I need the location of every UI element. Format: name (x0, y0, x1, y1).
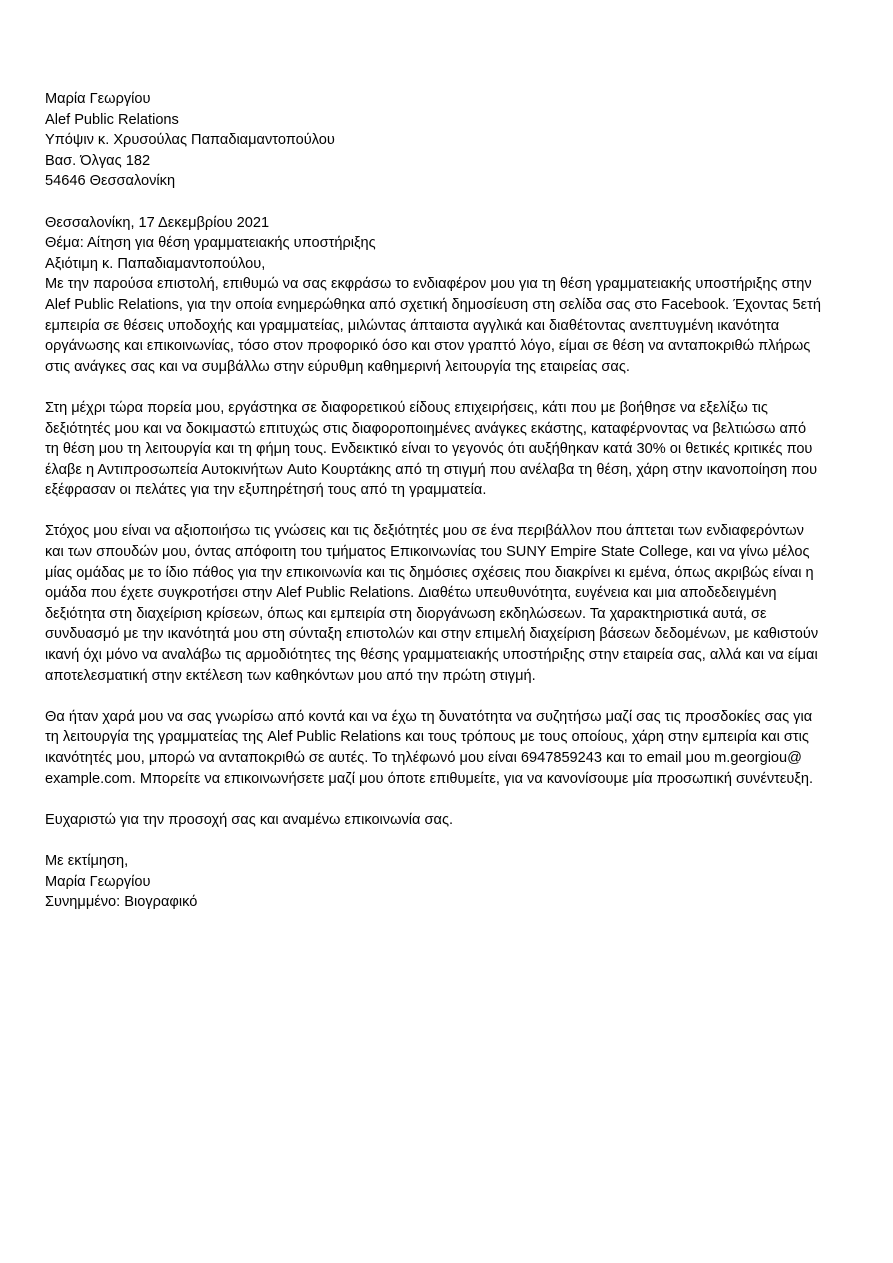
paragraph-line: Στόχος μου είναι να αξιοποιήσω τις γνώσεις και τις δεξιότητές μου σε ένα περιβάλλον που άπτεται των ενδιαφερόντων (45, 523, 804, 540)
attachment-note: Συνημμένο: Βιογραφικό (45, 894, 198, 911)
paragraph-line: συνδυασμό με την ικανότητά μου στη σύνταξη επιστολών και στην επιμελή διαχείριση βάσεων δεδομένων, με καθιστούν (45, 626, 819, 643)
signature: Μαρία Γεωργίου (45, 873, 151, 890)
paragraph-line: δεξιότητές μου και να δοκιμαστώ επιτυχώς στις διαφοροποιημένες ανάγκες εκάστης, καταφέρνοντας να βελτιώσω από (45, 420, 807, 437)
salutation: Αξιότιμη κ. Παπαδιαμαντοπούλου, (45, 255, 266, 272)
letter-subject: Θέμα: Αίτηση για θέση γραμματειακής υποστήριξης (45, 235, 376, 252)
body-paragraph-2 (45, 398, 850, 501)
recipient-attention: Υπόψιν κ. Χρυσούλας Παπαδιαμαντοπούλου (45, 132, 335, 149)
recipient-company: Alef Public Relations (45, 111, 179, 128)
paragraph-line: ομάδα που έχετε συγκροτήσει στην Alef Public Relations. Διαθέτω υπευθυνότητα, ευγένεια και μια αποδεδειγμένη (45, 585, 777, 602)
letter (45, 89, 850, 913)
paragraph-line: εξέφρασαν οι πελάτες για την εξυπηρέτησή τους από τη γραμματεία. (45, 482, 487, 499)
paragraph-line: εμπειρία σε θέσεις υποδοχής και γραμματείας, μιλώντας άπταιστα αγγλικά και διαθέτοντας ανεπτυγμένη ικανότητα (45, 317, 780, 334)
paragraph-line: Με την παρούσα επιστολή, επιθυμώ να σας εκφράσω το ενδιαφέρον μου για τη θέση γραμματειακής υποστήριξης στην (45, 276, 812, 293)
body-paragraph-3 (45, 521, 850, 686)
paragraph-line: και των σπουδών μου, όντας απόφοιτη του τμήματος Επικοινωνίας του SUNY Empire State College, και να γίνω μέλος (45, 544, 810, 561)
paragraph-line: έλαβε η Αντιπροσωπεία Αυτοκινήτων Auto Κουρτάκης από τη στιγμή που ανέλαβα τη θέση, χάρη στην ικανοποίηση που (45, 461, 818, 478)
sender-name: Μαρία Γεωργίου (45, 91, 151, 107)
body-paragraph-4 (45, 707, 850, 789)
paragraph-line: στις ανάγκες σας και να συμβάλλω στην εύρυθμη καθημερινή λειτουργία της εταιρείας σας. (45, 358, 630, 375)
paragraph-line: αποτελεσματική στην εκτέλεση των καθηκόντων μου από την πρώτη στιγμή. (45, 667, 536, 684)
paragraph-line: example.com. Μπορείτε να επικοινωνήσετε μαζί μου όποτε επιθυμείτε, για να κανονίσουμε μία προσωπική συνέντευξη. (45, 770, 814, 787)
paragraph-line: ικανότητές μου, μπορώ να ανταποκριθώ σε αυτές. Το τηλέφωνό μου είναι 6947859243 και το email μου m.georgiou@ (45, 750, 802, 766)
recipient-street: Βασ. Όλγας 182 (45, 152, 151, 169)
recipient-address (45, 110, 850, 192)
paragraph-line: ικανή όχι μόνο να αναλάβω τις αρμοδιότητες της θέσης γραμματειακής υποστήριξης στην εταιρεία σας, αλλά και να είμαι (45, 647, 818, 664)
recipient-postal-city: 54646 Θεσσαλονίκη (45, 173, 176, 190)
paragraph-line: δεξιότητα στη διαχείριση κρίσεων, όπως και εμπειρία στη διοργάνωση εκδηλώσεων. Τα χαρακτηριστικά αυτά, σε (45, 605, 767, 622)
body-paragraph-5 (45, 810, 850, 831)
paragraph-line: Alef Public Relations, για την οποία ενημερώθηκα από σχετική δημοσίευση στη σελίδα σας στο Facebook. Έχοντας 5ετή (45, 296, 822, 313)
closing: Με εκτίμηση, (45, 852, 129, 869)
paragraph-line: Θα ήταν χαρά μου να σας γνωρίσω από κοντά και να έχω τη δυνατότητα να συζητήσω μαζί σας τις προσδοκίες σας για (45, 708, 813, 725)
letter-date: Θεσσαλονίκη, 17 Δεκεμβρίου 2021 (45, 214, 270, 231)
paragraph-line: οργάνωσης και επικοινωνίας, τόσο στον προφορικό όσο και στον γραπτό λόγο, είμαι σε θέση να ανταποκριθώ πλήρως (45, 338, 811, 355)
paragraph-line: τη θέση μου τη λειτουργία και τη φήμη τους. Ενδεικτικό είναι το γεγονός ότι αυξήθηκαν κατά 30% οι θετικές κριτικές που (45, 441, 813, 458)
body-paragraph-1 (45, 274, 850, 377)
paragraph-line: Ευχαριστώ για την προσοχή σας και αναμένω επικοινωνία σας. (45, 811, 454, 828)
paragraph-line: μίας ομάδας με το ίδιο πάθος για την επικοινωνία και τις δημόσιες σχέσεις που διακρίνει κι εμένα, όπως ακριβώς είναι η (45, 564, 814, 581)
paragraph-line: Στη μέχρι τώρα πορεία μου, εργάστηκα σε διαφορετικού είδους επιχειρήσεις, κάτι που με βοήθησε να εξελίξω τις (45, 399, 768, 416)
paragraph-line: τη λειτουργία της γραμματείας της Alef Public Relations και τους τρόπους με τους οποίους, χάρη στην εμπειρία και στις (45, 729, 809, 746)
